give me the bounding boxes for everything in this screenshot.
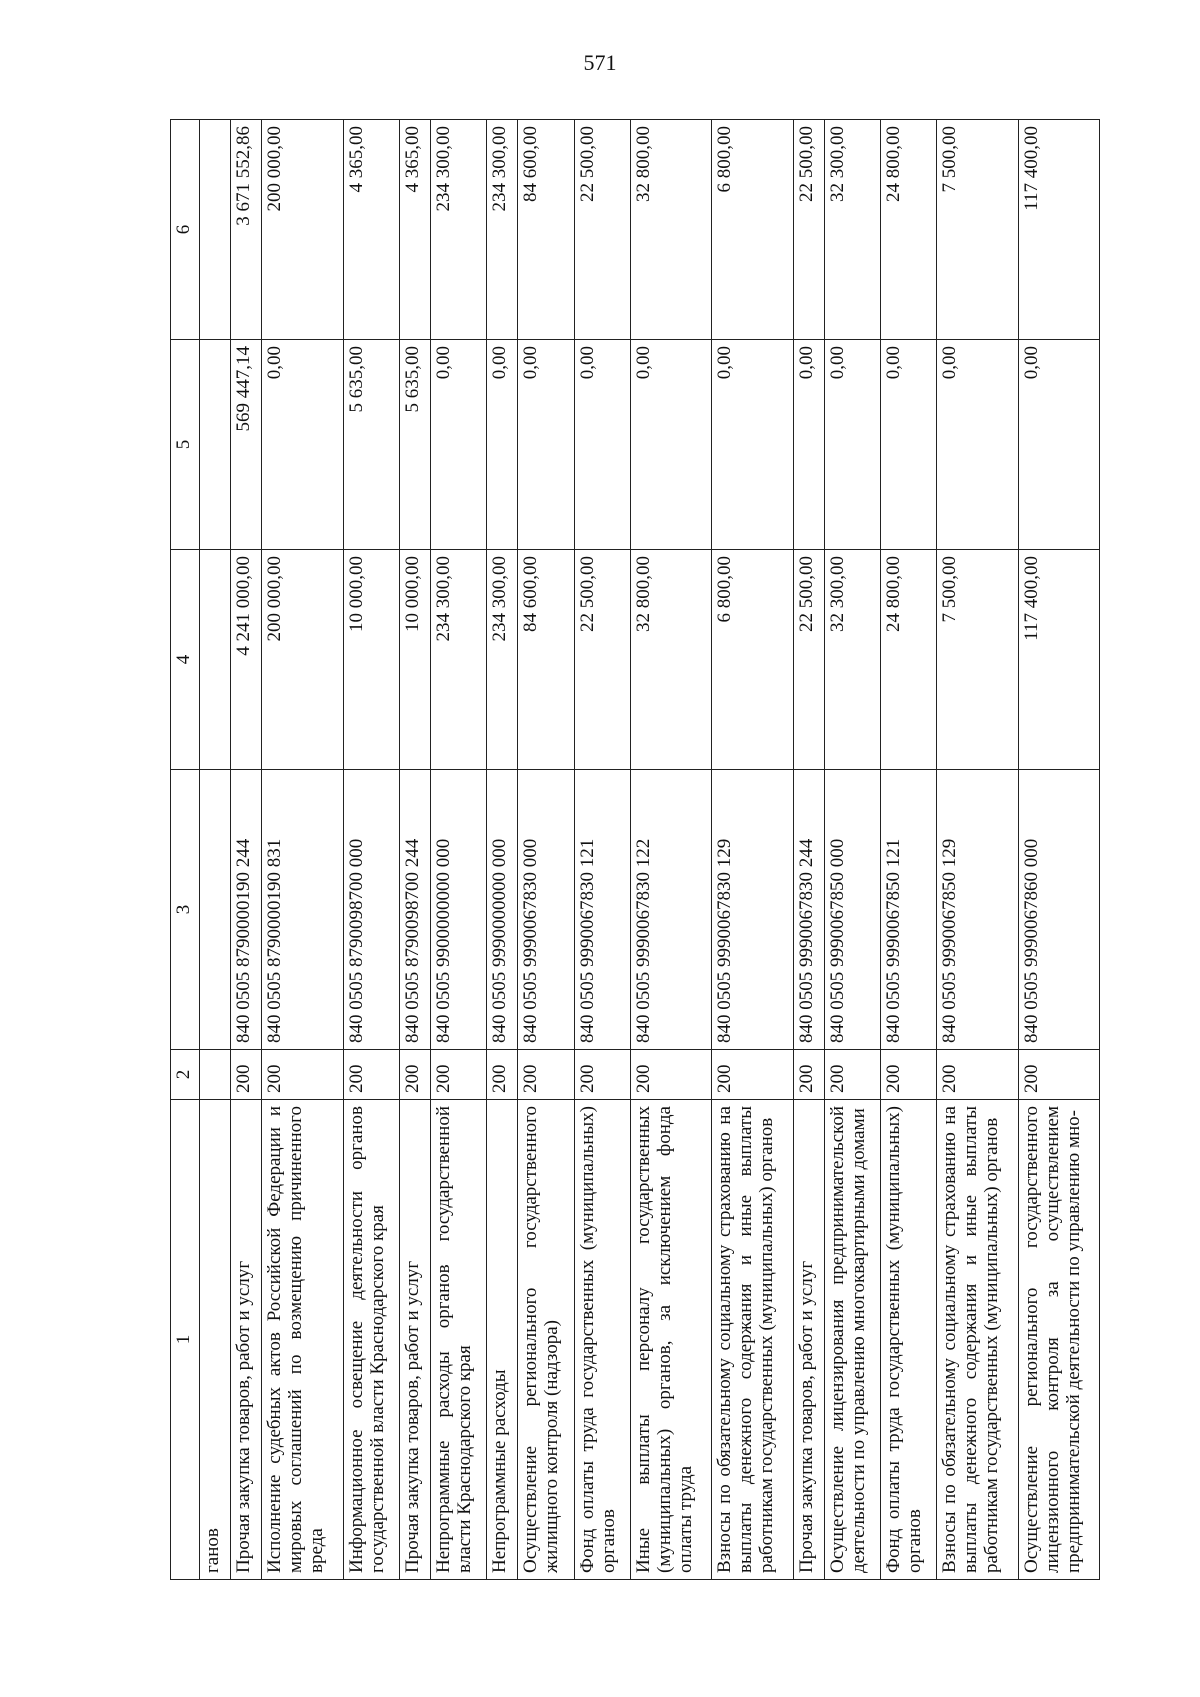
table-row: [1018, 120, 1099, 1580]
row-code-cell: 840 0505 8790000190 831: [262, 770, 343, 1050]
row-code-cell: 840 0505 9990000000 000: [487, 770, 518, 1050]
row-code-cell: 840 0505 9990067850 000: [824, 770, 880, 1050]
row-code-cell: 840 0505 9990067830 000: [518, 770, 574, 1050]
row-value-col6-cell: 6 800,00: [712, 120, 793, 340]
row-value-col5-cell: 0,00: [574, 340, 630, 550]
table-row: [262, 120, 343, 1580]
row-group-cell: 200: [880, 1050, 936, 1100]
row-value-col4-cell: 10 000,00: [343, 550, 399, 770]
row-value-col4-cell: 234 300,00: [487, 550, 518, 770]
row-group-cell: 200: [793, 1050, 824, 1100]
table-row: [231, 120, 262, 1580]
row-code-cell: 840 0505 9990067830 121: [574, 770, 630, 1050]
column-header: 5: [171, 340, 200, 550]
row-value-col5-cell: 5 635,00: [343, 340, 399, 550]
column-header: 6: [171, 120, 200, 340]
table-row: [880, 120, 936, 1580]
row-name-cell: Фонд оплаты труда государственных (муниципальных) органов: [574, 1100, 630, 1580]
column-header: 4: [171, 550, 200, 770]
budget-table: [170, 119, 1100, 1580]
row-value-col5-cell: 0,00: [430, 340, 486, 550]
row-code-cell: 840 0505 9990067860 000: [1018, 770, 1099, 1050]
row-value-col6-cell: 4 365,00: [399, 120, 430, 340]
row-name-cell: Осуществление лицензирования предпринимательской деятельности по управлению многоквартирными домами: [824, 1100, 880, 1580]
row-code-cell: 840 0505 9990067830 129: [712, 770, 793, 1050]
row-name-cell: Прочая закупка товаров, работ и услуг: [231, 1100, 262, 1580]
row-value-col6-cell: 234 300,00: [487, 120, 518, 340]
row-value-col5-cell: 569 447,14: [231, 340, 262, 550]
row-group-cell: [200, 1050, 231, 1100]
row-code-cell: 840 0505 9990067850 129: [937, 770, 1018, 1050]
row-name-cell: Непрограммные расходы: [487, 1100, 518, 1580]
table-row: [430, 120, 486, 1580]
row-group-cell: 200: [343, 1050, 399, 1100]
row-value-col4-cell: [200, 550, 231, 770]
row-value-col5-cell: 0,00: [712, 340, 793, 550]
table-row: [937, 120, 1018, 1580]
table-body: [200, 120, 1100, 1580]
row-group-cell: 200: [1018, 1050, 1099, 1100]
row-group-cell: 200: [824, 1050, 880, 1100]
row-value-col6-cell: 22 500,00: [793, 120, 824, 340]
table-row: [712, 120, 793, 1580]
row-name-cell: Осуществление регионального государственного лицензионного контроля за осуществлением предпринимательской деятельности по управлению мно-: [1018, 1100, 1099, 1580]
table-row: [200, 120, 231, 1580]
row-name-cell: Осуществление регионального государственного жилищного контроля (надзора): [518, 1100, 574, 1580]
row-value-col6-cell: 4 365,00: [343, 120, 399, 340]
row-value-col4-cell: 32 800,00: [630, 550, 711, 770]
row-value-col6-cell: 234 300,00: [430, 120, 486, 340]
row-value-col5-cell: 5 635,00: [399, 340, 430, 550]
row-group-cell: 200: [430, 1050, 486, 1100]
row-value-col5-cell: 0,00: [880, 340, 936, 550]
row-code-cell: 840 0505 9900000000 000: [430, 770, 486, 1050]
row-name-cell: Непрограммные расходы органов государственной власти Краснодарского края: [430, 1100, 486, 1580]
row-value-col5-cell: 0,00: [824, 340, 880, 550]
row-value-col5-cell: 0,00: [518, 340, 574, 550]
row-value-col4-cell: 117 400,00: [1018, 550, 1099, 770]
row-name-cell: ганов: [200, 1100, 231, 1580]
row-value-col5-cell: 0,00: [630, 340, 711, 550]
row-value-col6-cell: 84 600,00: [518, 120, 574, 340]
row-value-col6-cell: [200, 120, 231, 340]
row-name-cell: Информационное освещение деятельности органов государственной власти Краснодарского края: [343, 1100, 399, 1580]
row-group-cell: 200: [630, 1050, 711, 1100]
row-code-cell: 840 0505 9990067830 122: [630, 770, 711, 1050]
row-code-cell: 840 0505 8790098700 244: [399, 770, 430, 1050]
row-value-col5-cell: 0,00: [937, 340, 1018, 550]
row-value-col5-cell: 0,00: [262, 340, 343, 550]
row-value-col6-cell: 117 400,00: [1018, 120, 1099, 340]
row-name-cell: Взносы по обязательному социальному страхованию на выплаты денежного содержания и иные выплаты работникам государственных (муниципальных) органов: [937, 1100, 1018, 1580]
row-value-col5-cell: 0,00: [1018, 340, 1099, 550]
table-row: [574, 120, 630, 1580]
row-value-col5-cell: 0,00: [793, 340, 824, 550]
row-code-cell: [200, 770, 231, 1050]
column-header: 3: [171, 770, 200, 1050]
row-group-cell: 200: [574, 1050, 630, 1100]
row-value-col4-cell: 84 600,00: [518, 550, 574, 770]
row-name-cell: Исполнение судебных актов Российской Федерации и мировых соглашений по возмещению причиненного вреда: [262, 1100, 343, 1580]
column-header: 2: [171, 1050, 200, 1100]
row-code-cell: 840 0505 9990067830 244: [793, 770, 824, 1050]
row-group-cell: 200: [262, 1050, 343, 1100]
column-header: 1: [171, 1100, 200, 1580]
row-code-cell: 840 0505 8790000190 244: [231, 770, 262, 1050]
row-group-cell: 200: [231, 1050, 262, 1100]
table-row: [793, 120, 824, 1580]
row-group-cell: 200: [518, 1050, 574, 1100]
table-row: [518, 120, 574, 1580]
row-value-col6-cell: 200 000,00: [262, 120, 343, 340]
table-row: [343, 120, 399, 1580]
row-name-cell: Иные выплаты персоналу государственных (муниципальных) органов, за исключением фонда оплаты труда: [630, 1100, 711, 1580]
page-number: 571: [583, 50, 617, 75]
row-value-col5-cell: [200, 340, 231, 550]
row-value-col6-cell: 32 800,00: [630, 120, 711, 340]
rotated-table-area: [170, 120, 1100, 1580]
row-value-col6-cell: 32 300,00: [824, 120, 880, 340]
row-code-cell: 840 0505 8790098700 000: [343, 770, 399, 1050]
table-header-row: [171, 120, 200, 1580]
row-group-cell: 200: [487, 1050, 518, 1100]
row-group-cell: 200: [712, 1050, 793, 1100]
row-name-cell: Прочая закупка товаров, работ и услуг: [793, 1100, 824, 1580]
table-row: [630, 120, 711, 1580]
row-value-col4-cell: 234 300,00: [430, 550, 486, 770]
row-name-cell: Прочая закупка товаров, работ и услуг: [399, 1100, 430, 1580]
row-value-col4-cell: 6 800,00: [712, 550, 793, 770]
table-row: [487, 120, 518, 1580]
row-value-col6-cell: 7 500,00: [937, 120, 1018, 340]
row-value-col4-cell: 32 300,00: [824, 550, 880, 770]
row-value-col4-cell: 22 500,00: [574, 550, 630, 770]
row-group-cell: 200: [399, 1050, 430, 1100]
row-code-cell: 840 0505 9990067850 121: [880, 770, 936, 1050]
row-value-col5-cell: 0,00: [487, 340, 518, 550]
table-row: [824, 120, 880, 1580]
table-row: [399, 120, 430, 1580]
row-value-col4-cell: 4 241 000,00: [231, 550, 262, 770]
row-name-cell: Фонд оплаты труда государственных (муниципальных) органов: [880, 1100, 936, 1580]
row-value-col6-cell: 3 671 552,86: [231, 120, 262, 340]
row-value-col6-cell: 24 800,00: [880, 120, 936, 340]
row-value-col4-cell: 22 500,00: [793, 550, 824, 770]
row-name-cell: Взносы по обязательному социальному страхованию на выплаты денежного содержания и иные выплаты работникам государственных (муниципальных) органов: [712, 1100, 793, 1580]
row-value-col4-cell: 200 000,00: [262, 550, 343, 770]
row-value-col4-cell: 24 800,00: [880, 550, 936, 770]
row-value-col4-cell: 10 000,00: [399, 550, 430, 770]
row-value-col4-cell: 7 500,00: [937, 550, 1018, 770]
row-value-col6-cell: 22 500,00: [574, 120, 630, 340]
row-group-cell: 200: [937, 1050, 1018, 1100]
